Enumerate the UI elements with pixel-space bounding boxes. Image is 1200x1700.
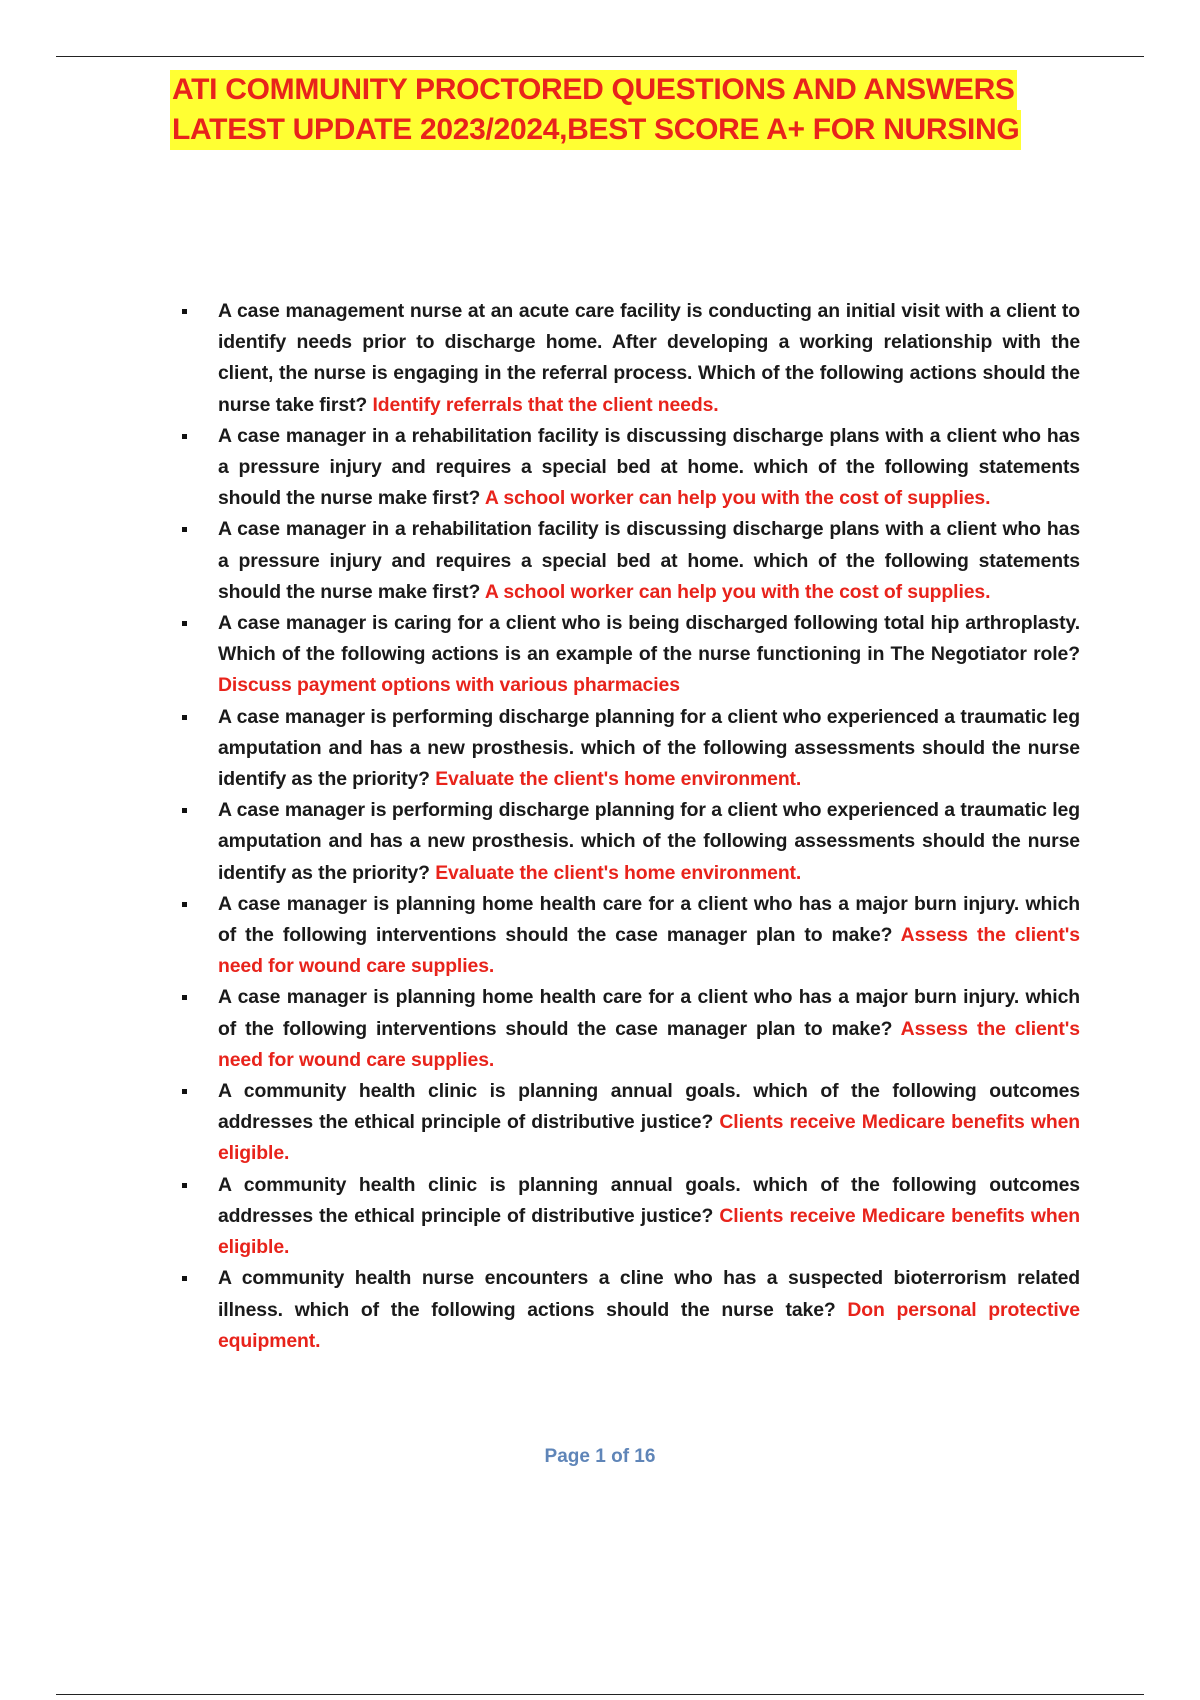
answer-text: Evaluate the client's home environment.	[435, 861, 802, 884]
question-text: A community health nurse encounters a cline who has a suspected bioterrorism related illness. which of the following actions should the nurse take?	[218, 1267, 1080, 1321]
square-bullet-icon	[182, 715, 187, 720]
page-number: Page 1 of 16	[544, 1446, 656, 1467]
answer-text: Discuss payment options with various pharmacies	[218, 674, 680, 697]
question-answer-list	[170, 296, 1080, 1357]
answer-text: Clients receive Medicare benefits when eligible.	[218, 1111, 1081, 1165]
square-bullet-icon	[182, 309, 187, 314]
question-text: A case manager is planning home health care for a client who has a major burn injury. which of the following interventions should the case manager plan to make?	[218, 986, 1080, 1040]
question-text: A case manager in a rehabilitation facility is discussing discharge plans with a client who has a pressure injury and requires a special bed at home. which of the following statements should the nurse make first?	[218, 424, 1080, 510]
question-text: A case manager is planning home health care for a client who has a major burn injury. which of the following interventions should the case manager plan to make?	[218, 892, 1080, 947]
square-bullet-icon	[182, 1276, 187, 1281]
answer-text: A school worker can help you with the cost of supplies.	[484, 487, 991, 510]
square-bullet-icon	[182, 1183, 187, 1188]
bottom-rule	[56, 1694, 1144, 1695]
list-item	[170, 795, 1080, 889]
square-bullet-icon	[182, 434, 187, 439]
list-item	[170, 296, 1080, 421]
square-bullet-icon	[182, 621, 187, 626]
list-item	[170, 608, 1080, 702]
list-item	[170, 514, 1080, 608]
question-text: A community health clinic is planning annual goals. which of the following outcomes addresses the ethical principle of distributive justice?	[218, 1080, 1080, 1134]
answer-text: Don personal protective equipment.	[218, 1298, 1080, 1352]
answer-text: Assess the client's need for wound care supplies.	[218, 924, 1080, 978]
document-title	[170, 70, 1070, 150]
question-text: A community health clinic is planning annual goals. which of the following outcomes addresses the ethical principle of distributive justice?	[218, 1173, 1080, 1227]
square-bullet-icon	[182, 1089, 187, 1094]
answer-text: Evaluate the client's home environment.	[435, 768, 802, 791]
answer-text: Assess the client's need for wound care supplies.	[218, 1017, 1080, 1071]
list-item	[170, 889, 1080, 983]
question-text: A case manager in a rehabilitation facility is discussing discharge plans with a client who has a pressure injury and requires a special bed at home. which of the following statements should the nurse make first?	[218, 518, 1080, 603]
question-text: A case manager is caring for a client who is being discharged following total hip arthroplasty. Which of the following actions is an example of the nurse functioning in The Negotiator role?	[218, 612, 1080, 666]
square-bullet-icon	[182, 808, 187, 813]
list-item	[170, 1170, 1080, 1264]
square-bullet-icon	[182, 995, 187, 1000]
list-item	[170, 421, 1080, 515]
title-line-2: LATEST UPDATE 2023/2024,BEST SCORE A+ FOR NURSING	[170, 110, 1021, 150]
answer-text: Identify referrals that the client needs.	[372, 393, 719, 416]
list-item	[170, 982, 1080, 1076]
answer-text: A school worker can help you with the cost of supplies.	[484, 580, 991, 603]
top-rule	[56, 56, 1144, 57]
question-text: A case management nurse at an acute care facility is conducting an initial visit with a client to identify needs prior to discharge home. After developing a working relationship with the client, the nurse is engaging in the referral process. Which of the following actions should the nurse take first?	[218, 300, 1080, 416]
answer-text: Clients receive Medicare benefits when eligible.	[218, 1204, 1081, 1259]
square-bullet-icon	[182, 902, 187, 907]
question-text: A case manager is performing discharge planning for a client who experienced a traumatic leg amputation and has a new prosthesis. which of the following assessments should the nurse identify as the priority?	[218, 799, 1080, 884]
title-line-1: ATI COMMUNITY PROCTORED QUESTIONS AND ANSWERS	[170, 70, 1017, 110]
question-text: A case manager is performing discharge planning for a client who experienced a traumatic leg amputation and has a new prosthesis. which of the following assessments should the nurse identify as the priority?	[218, 705, 1080, 791]
list-item	[170, 1076, 1080, 1170]
list-item	[170, 702, 1080, 796]
list-item	[170, 1263, 1080, 1357]
square-bullet-icon	[182, 527, 187, 532]
